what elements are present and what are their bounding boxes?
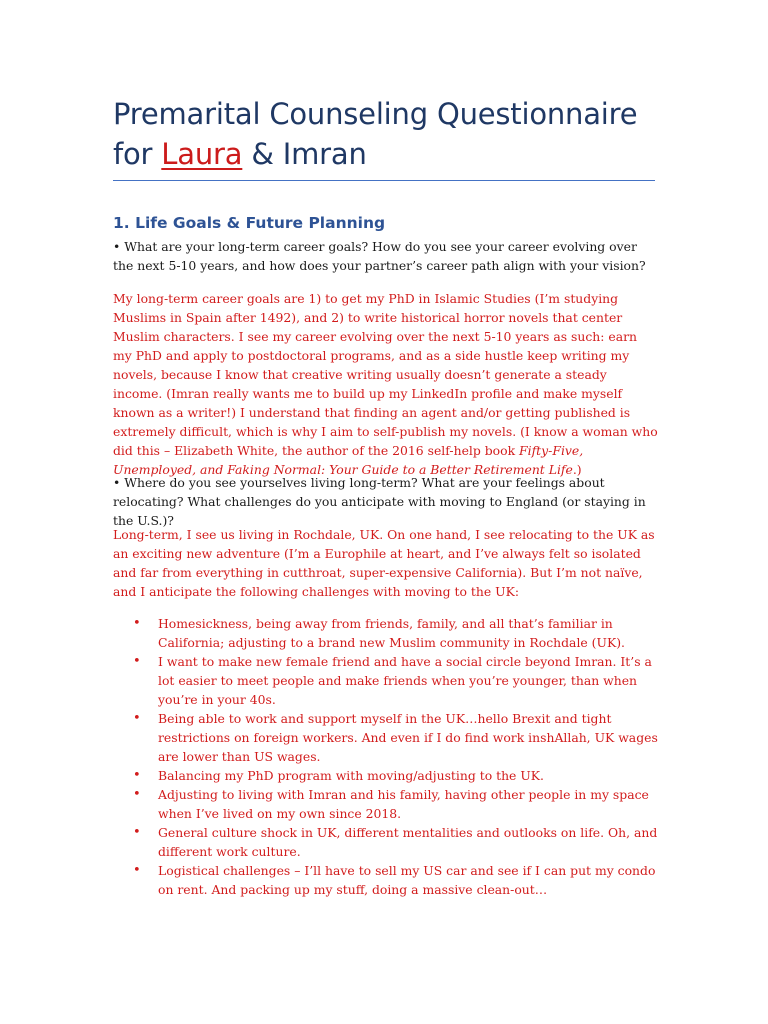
list-item-text: Logistical challenges – I’ll have to sell my US car and see if I can put my condo on rent. And packing up my stuff, doing a massive clean-out… xyxy=(158,863,656,897)
list-item xyxy=(113,823,658,861)
bullet-icon: • xyxy=(133,616,141,631)
title-underline-rule xyxy=(113,180,655,181)
list-item-text: Balancing my PhD program with moving/adjusting to the UK. xyxy=(158,768,544,783)
answer-career-goals-text: My long-term career goals are 1) to get my PhD in Islamic Studies (I’m studying Muslims in Spain after 1492), and 2) to write historical horror novels that center Muslim characters. I see my career evolving over the next 5-10 years as such: earn my PhD and apply to postdoctoral programs, and as a side hustle keep writing my novels, because I know that creative writing usually doesn’t generate a steady income. (Imran really wants me to build up my LinkedIn profile and make myself known as a writer!) I understand that finding an agent and/or getting published is extremely difficult, which is why I aim to self-publish my novels. (I know a woman who did this – Elizabeth White, the author of the 2016 self-help book xyxy=(113,291,658,458)
bullet-icon: • xyxy=(133,825,141,840)
document-title xyxy=(113,94,655,174)
list-item-text: I want to make new female friend and have a social circle beyond Imran. It’s a lot easier to meet people and make friends when you’re younger, than when you’re in your 40s. xyxy=(158,654,652,707)
list-item-text: General culture shock in UK, different mentalities and outlooks on life. Oh, and different work culture. xyxy=(158,825,658,859)
section-heading: 1. Life Goals & Future Planning xyxy=(113,214,386,232)
answer-career-goals-end: .) xyxy=(572,462,582,477)
answer-career-goals xyxy=(113,289,658,479)
title-name-laura: Laura xyxy=(161,137,243,171)
question-living-location: • Where do you see yourselves living long-term? What are your feelings about relocating? What challenges do you anticipate with moving to England (or staying in the U.S.)? xyxy=(113,475,646,528)
title-prefix: Premarital Counseling Questionnaire for xyxy=(113,97,638,171)
bullet-icon: • xyxy=(133,711,141,726)
bullet-icon: • xyxy=(133,654,141,669)
list-item xyxy=(113,766,658,785)
challenges-list xyxy=(113,614,658,899)
bullet-icon: • xyxy=(133,863,141,878)
list-item-text: Homesickness, being away from friends, family, and all that’s familiar in California; adjusting to a brand new Muslim community in Rochdale (UK). xyxy=(158,616,625,650)
list-item-text: Adjusting to living with Imran and his family, having other people in my space when I’ve lived on my own since 2018. xyxy=(158,787,649,821)
list-item xyxy=(113,709,658,766)
answer-living-location: Long-term, I see us living in Rochdale, UK. On one hand, I see relocating to the UK as an exciting new adventure (I’m a Europhile at heart, and I’ve always felt so isolated and far from everything in cutthroat, super-expensive California). But I’m not naïve, and I anticipate the following challenges with moving to the UK: xyxy=(113,527,655,599)
title-name-imran: & Imran xyxy=(242,137,367,171)
list-item xyxy=(113,861,658,899)
question-career-goals: • What are your long-term career goals? How do you see your career evolving over the next 5-10 years, and how does your partner’s career path align with your vision? xyxy=(113,239,646,273)
book-title: Fifty-Five, Unemployed, and Faking Normal: Your Guide to a Better Retirement Life xyxy=(113,443,584,477)
list-item xyxy=(113,614,658,652)
list-item-text: Being able to work and support myself in the UK…hello Brexit and tight restrictions on foreign workers. And even if I do find work inshAllah, UK wages are lower than US wages. xyxy=(158,711,658,764)
bullet-icon: • xyxy=(133,768,141,783)
list-item xyxy=(113,785,658,823)
bullet-icon: • xyxy=(133,787,141,802)
list-item xyxy=(113,652,658,709)
